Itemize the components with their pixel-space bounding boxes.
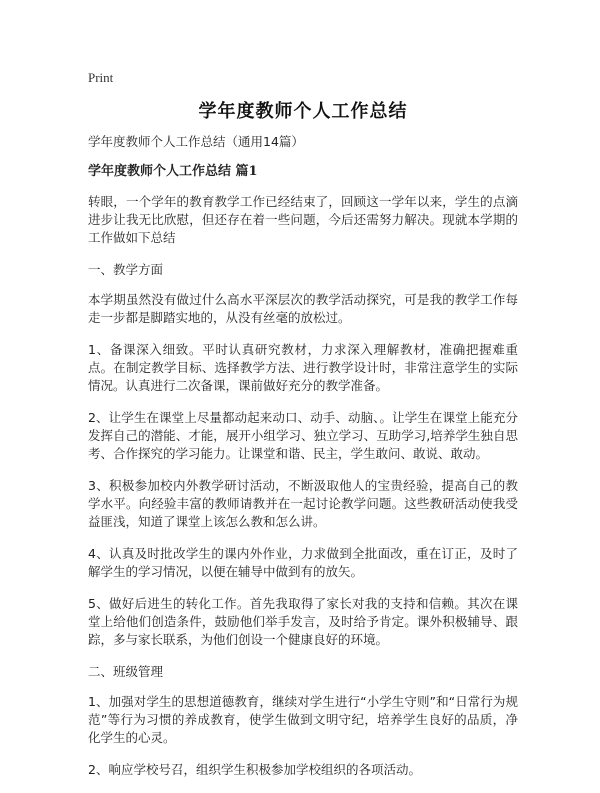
document-title: 学年度教师个人工作总结 (198, 101, 408, 122)
paragraph: 1、备课深入细致。平时认真研究教材，力求深入理解教材，准确把握难重点。在制定教学目标、选择教学方法、进行教学设计时，非常注意学生的实际情况。认真进行二次备课，课前做好充分的教学准备。 (88, 342, 518, 393)
document-body (88, 133, 518, 793)
paragraph-intro: 转眼，一个学年的教育教学工作已经结束了，回顾这一学年以来，学生的点滴进步让我无比欣慰，但还存在着一些问题，今后还需努力解决。现就本学期的工作做如下总结 (88, 194, 518, 245)
paragraph: 本学期虽然没有做过什么高水平深层次的教学活动探究，可是我的教学工作每走一步都是脚踏实地的，从没有丝毫的放松过。 (88, 292, 518, 325)
paragraph: 2、响应学校号召，组织学生积极参加学校组织的各项活动。 (88, 762, 421, 777)
paragraph: 1、加强对学生的思想道德教育，继续对学生进行“小学生守则”和“日常行为规范”等行为习惯的养成教育，使学生做到文明守纪，培养学生良好的品质，净化学生的心灵。 (88, 694, 518, 745)
paragraph: 5、做好后进生的转化工作。首先我取得了家长对我的支持和信赖。其次在课堂上给他们创造条件，鼓励他们举手发言，及时给予肯定。课外积极辅导、跟踪，多与家长联系，为他们创设一个健康良好的环境。 (88, 596, 518, 647)
heading-class-management: 二、班级管理 (88, 664, 164, 679)
paragraph: 4、认真及时批改学生的课内外作业，力求做到全批面改，重在订正，及时了解学生的学习情况，以便在辅导中做到有的放矢。 (88, 546, 518, 579)
section-heading: 学年度教师个人工作总结 篇1 (88, 164, 258, 179)
paragraph: 3、积极参加校内外教学研讨活动，不断汲取他人的宝贵经验，提高自己的教学水平。向经验丰富的教师请教并在一起讨论教学问题。这些教研活动使我受益匪浅，知道了课堂上该怎么教和怎么讲。 (88, 478, 518, 529)
print-link[interactable]: Print (88, 70, 114, 85)
heading-teaching: 一、教学方面 (88, 262, 164, 277)
paragraph: 2、让学生在课堂上尽量都动起来动口、动手、动脑、。让学生在课堂上能充分发挥自己的潜能、才能，展开小组学习、独立学习、互助学习,培养学生独自思考、合作探究的学习能力。让课堂和谐、民主，学生敢问、敢说、敢动。 (88, 410, 518, 461)
document-subtitle: 学年度教师个人工作总结（通用14篇） (88, 134, 304, 149)
